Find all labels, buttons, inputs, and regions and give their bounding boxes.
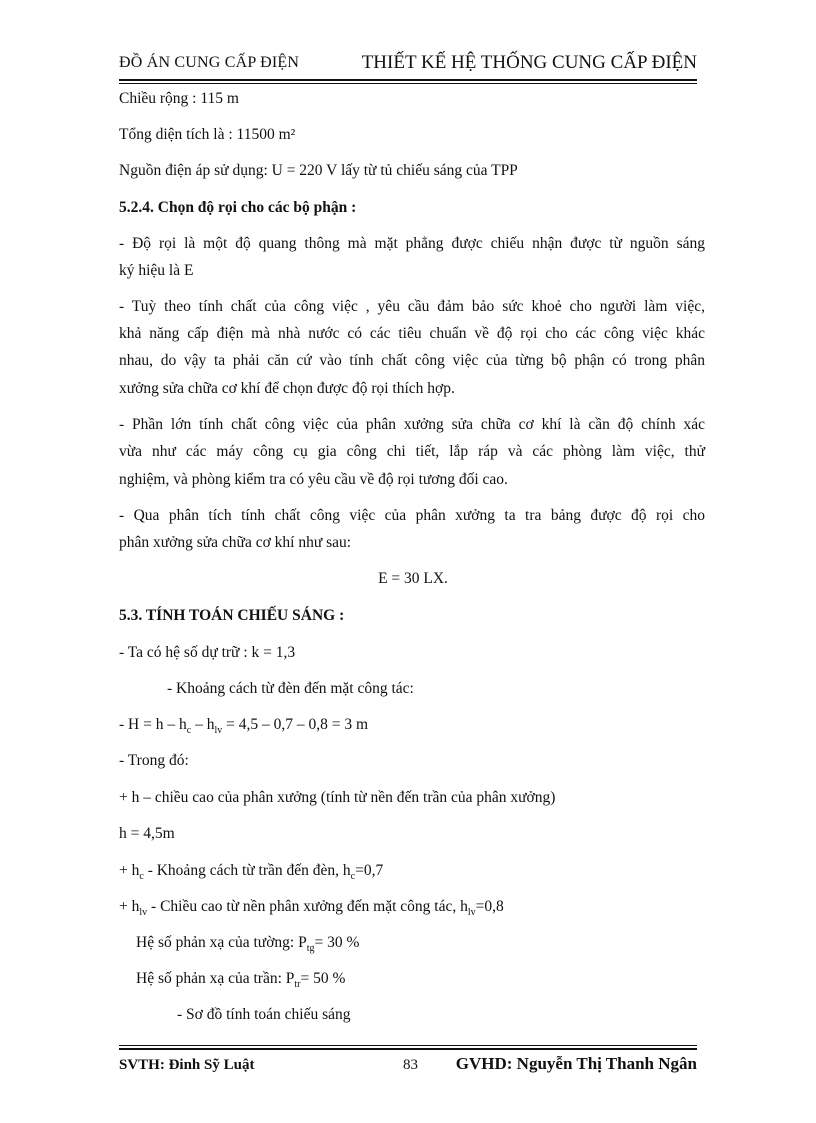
header-thesis-title: THIẾT KẾ HỆ THỐNG CUNG CẤP ĐIỆN (361, 52, 697, 73)
text-line: Tổng diện tích là : 11500 m² (119, 126, 296, 143)
page-number: 83 (403, 1057, 418, 1073)
illuminance-equation: E = 30 LX. (378, 570, 448, 587)
hlv-definition: + $h_{lv}$ - Chiều cao từ nền phân xưởng đến mặt công tác, $h_{lv}=0,8$ (119, 898, 504, 919)
paragraph-line: phân xưởng sửa chữa cơ khí như sau: (119, 534, 352, 551)
page-header (119, 52, 697, 78)
text-line: - Sơ đồ tính toán chiếu sáng (177, 1006, 351, 1023)
height-formula: - $H = h - h_c - h_{lv} = 4,5 - 0,7 - 0,8 = 3$ m (119, 716, 369, 737)
paragraph-line: vừa như các máy công cụ gia công chi tiết, lắp ráp và các phòng làm việc, thử (119, 443, 705, 460)
paragraph-line: - Tuỳ theo tính chất của công việc , yêu cầu đảm bảo sức khoẻ cho người làm việc, (119, 298, 705, 315)
paragraph-line: ký hiệu là E (119, 262, 194, 279)
paragraph-line: nghiệm, và phòng kiểm tra có yêu cầu về độ rọi tương đối cao. (119, 471, 508, 488)
text-line: + h – chiều cao của phân xưởng (tính từ nền đến trần của phân xưởng) (119, 789, 556, 806)
footer-rule-thick (119, 1048, 697, 1050)
text-line: Chiều rộng : 115 m (119, 90, 239, 107)
paragraph-line: - Qua phân tích tính chất công việc của phân xưởng ta tra bảng được độ rọi cho (119, 507, 705, 524)
text-line: - Ta có hệ số dự trữ : k = 1,3 (119, 644, 296, 661)
paragraph-line: khả năng cấp điện mà nhà nước có các tiêu chuẩn về độ rọi cho các công việc khác (119, 325, 705, 342)
hc-definition: + $h_c$ - Khoảng cách từ trần đến đèn, $h_c=0,7$ (119, 862, 384, 883)
text-line: - Trong đó: (119, 752, 189, 769)
footer-supervisor: GVHD: Nguyễn Thị Thanh Ngân (455, 1054, 697, 1073)
paragraph-line: xưởng sửa chữa cơ khí để chọn được độ rọi thích hợp. (119, 380, 455, 397)
header-rule-thick (119, 79, 697, 81)
section-heading-5-3: 5.3. TÍNH TOÁN CHIẾU SÁNG : (119, 607, 345, 624)
footer-student: SVTH: Đinh Sỹ Luật (119, 1057, 255, 1073)
page-footer (119, 1053, 697, 1079)
text-line: - Khoảng cách từ đèn đến mặt công tác: (167, 680, 414, 697)
paragraph-line: - Độ rọi là một độ quang thông mà mặt phẳng được chiếu nhận được từ nguồn sáng (119, 235, 705, 252)
wall-reflectance: Hệ số phản xạ của tường: $P_{tg}= 30$ % (136, 934, 360, 955)
section-heading-5-2-4: 5.2.4. Chọn độ rọi cho các bộ phận : (119, 199, 357, 216)
header-course-title: ĐỒ ÁN CUNG CẤP ĐIỆN (119, 54, 300, 71)
ceiling-reflectance: Hệ số phản xạ của trần: $P_{tr}= 50$ % (136, 970, 346, 991)
footer-rule-thin (119, 1045, 697, 1046)
text-line: Nguồn điện áp sử dụng: U = 220 V lấy từ tủ chiếu sáng của TPP (119, 162, 518, 179)
header-rule-thin (119, 83, 697, 84)
text-line: h = 4,5m (119, 825, 175, 842)
paragraph-line: - Phần lớn tính chất công việc của phân xưởng sửa chữa cơ khí là cần độ chính xác (119, 416, 705, 433)
paragraph-line: nhau, do vậy ta phải căn cứ vào tính chất công việc của từng bộ phận có trong phân (119, 352, 705, 369)
